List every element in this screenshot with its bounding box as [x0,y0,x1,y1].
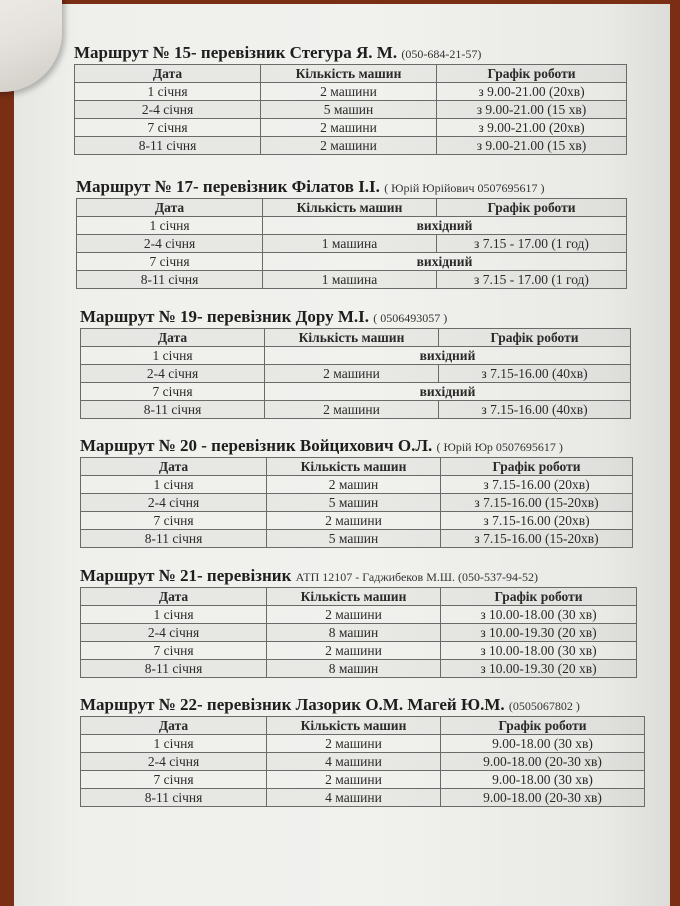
date-cell: 1 січня [75,83,261,101]
cars-cell: 2 машини [267,512,441,530]
schedule-header: Графік роботи [437,199,627,217]
date-cell: 2-4 січня [81,624,267,642]
cars-cell: 2 машини [265,365,439,383]
carrier-contact: ( Юрій Юрійович 0507695617 ) [384,181,545,195]
schedule-cell: з 7.15-16.00 (40хв) [439,401,631,419]
schedule-cell: з 7.15-16.00 (40хв) [439,365,631,383]
carrier-contact: (050-684-21-57) [401,47,482,61]
cars-cell: 2 машини [265,401,439,419]
date-cell: 2-4 січня [81,494,267,512]
date-cell: 7 січня [77,253,263,271]
date-cell: 8-11 січня [81,660,267,678]
schedule-header: Графік роботи [441,717,645,735]
carrier-contact: (0505067802 ) [508,699,580,713]
route-carrier: Маршрут № 20 - перевізник Войцихович О.Л. [80,436,433,455]
table-row [81,789,645,807]
schedule-cell: з 7.15 - 17.00 (1 год) [437,235,627,253]
schedule-cell: 9.00-18.00 (20-30 хв) [441,753,645,771]
schedule-cell: з 10.00-18.00 (30 хв) [441,606,637,624]
schedule-header: Графік роботи [437,65,627,83]
schedule-cell: з 9.00-21.00 (15 хв) [437,137,627,155]
table-row [77,235,627,253]
route-title [80,567,637,586]
schedule-table [80,457,633,548]
cars-cell: 5 машин [267,530,441,548]
schedule-table [80,328,631,419]
route-title [74,44,627,63]
route-section [80,696,645,807]
carrier-contact: АТП 12107 - Гаджибеков М.Ш. (050-537-94-52) [295,570,538,584]
cars-header: Кількість машин [263,199,437,217]
date-cell: 7 січня [81,771,267,789]
route-carrier: Маршрут № 21- перевізник [80,566,292,585]
date-cell: 2-4 січня [75,101,261,119]
table-row [81,401,631,419]
cars-header: Кількість машин [267,717,441,735]
date-header: Дата [77,199,263,217]
route-title [80,696,645,715]
date-header: Дата [81,458,267,476]
date-cell: 8-11 січня [81,789,267,807]
table-header-row [77,199,627,217]
cars-cell: 2 машини [261,83,437,101]
cars-cell: 2 машини [267,735,441,753]
date-cell: 8-11 січня [81,530,267,548]
schedule-header: Графік роботи [441,588,637,606]
cars-header: Кількість машин [261,65,437,83]
schedule-header: Графік роботи [439,329,631,347]
table-row [75,119,627,137]
table-row [81,660,637,678]
cars-cell: 1 машина [263,235,437,253]
date-header: Дата [81,717,267,735]
cars-header: Кількість машин [265,329,439,347]
cars-cell: 5 машин [261,101,437,119]
schedule-table [76,198,627,289]
schedule-cell: з 9.00-21.00 (20хв) [437,119,627,137]
day-off-cell: вихідний [263,217,627,235]
date-cell: 1 січня [81,347,265,365]
route-title [80,437,633,456]
schedule-table [74,64,627,155]
date-cell: 7 січня [81,383,265,401]
date-cell: 1 січня [81,606,267,624]
schedule-cell: з 7.15-16.00 (15-20хв) [441,494,633,512]
cars-cell: 8 машин [267,660,441,678]
cars-cell: 2 машини [267,642,441,660]
table-row [77,217,627,235]
date-header: Дата [75,65,261,83]
schedule-cell: з 10.00-18.00 (30 хв) [441,642,637,660]
cars-cell: 4 машини [267,789,441,807]
route-title [80,308,631,327]
table-row [81,476,633,494]
date-cell: 2-4 січня [81,753,267,771]
table-row [75,101,627,119]
date-header: Дата [81,588,267,606]
cars-header: Кількість машин [267,588,441,606]
cars-cell: 1 машина [263,271,437,289]
table-row [81,530,633,548]
table-row [75,83,627,101]
schedule-cell: з 9.00-21.00 (15 хв) [437,101,627,119]
schedule-cell: з 10.00-19.30 (20 хв) [441,660,637,678]
date-cell: 2-4 січня [77,235,263,253]
table-header-row [81,717,645,735]
carrier-contact: ( Юрій Юр 0507695617 ) [436,440,563,454]
date-cell: 7 січня [81,642,267,660]
day-off-cell: вихідний [265,347,631,365]
schedule-cell: з 9.00-21.00 (20хв) [437,83,627,101]
cars-cell: 2 машини [267,606,441,624]
cars-cell: 2 машини [267,771,441,789]
route-title [76,178,627,197]
date-cell: 8-11 січня [77,271,263,289]
table-row [81,365,631,383]
schedule-header: Графік роботи [441,458,633,476]
table-row [81,494,633,512]
table-row [81,624,637,642]
schedule-cell: 9.00-18.00 (30 хв) [441,735,645,753]
date-cell: 1 січня [81,735,267,753]
carrier-contact: ( 0506493057 ) [373,311,448,325]
route-carrier: Маршрут № 15- перевізник Стегура Я. М. [74,43,398,62]
schedule-cell: з 7.15-16.00 (20хв) [441,512,633,530]
route-carrier: Маршрут № 17- перевізник Філатов І.І. [76,177,380,196]
date-cell: 8-11 січня [75,137,261,155]
date-cell: 1 січня [81,476,267,494]
date-cell: 8-11 січня [81,401,265,419]
date-cell: 7 січня [81,512,267,530]
cars-cell: 2 машини [261,119,437,137]
route-section [76,178,627,289]
cars-cell: 4 машини [267,753,441,771]
date-cell: 1 січня [77,217,263,235]
schedule-cell: 9.00-18.00 (20-30 хв) [441,789,645,807]
schedule-cell: з 7.15 - 17.00 (1 год) [437,271,627,289]
cars-cell: 8 машин [267,624,441,642]
table-row [81,735,645,753]
schedule-table [80,587,637,678]
schedule-cell: 9.00-18.00 (30 хв) [441,771,645,789]
day-off-cell: вихідний [263,253,627,271]
table-row [81,383,631,401]
table-row [75,137,627,155]
route-carrier: Маршрут № 22- перевізник Лазорик О.М. Магей Ю.М. [80,695,505,714]
table-row [77,253,627,271]
date-cell: 2-4 січня [81,365,265,383]
date-cell: 7 січня [75,119,261,137]
table-header-row [81,329,631,347]
table-header-row [75,65,627,83]
table-row [81,347,631,365]
schedule-cell: з 10.00-19.30 (20 хв) [441,624,637,642]
cars-cell: 2 машин [267,476,441,494]
date-header: Дата [81,329,265,347]
table-row [81,512,633,530]
table-header-row [81,458,633,476]
table-header-row [81,588,637,606]
route-section [80,567,637,678]
route-section [80,308,631,419]
cars-cell: 2 машини [261,137,437,155]
table-row [81,753,645,771]
route-section [74,44,627,155]
table-row [81,771,645,789]
day-off-cell: вихідний [265,383,631,401]
table-row [81,606,637,624]
route-carrier: Маршрут № 19- перевізник Дору М.І. [80,307,369,326]
table-row [81,642,637,660]
cars-cell: 5 машин [267,494,441,512]
cars-header: Кількість машин [267,458,441,476]
schedule-cell: з 7.15-16.00 (20хв) [441,476,633,494]
schedule-table [80,716,645,807]
schedule-cell: з 7.15-16.00 (15-20хв) [441,530,633,548]
route-section [80,437,633,548]
table-row [77,271,627,289]
